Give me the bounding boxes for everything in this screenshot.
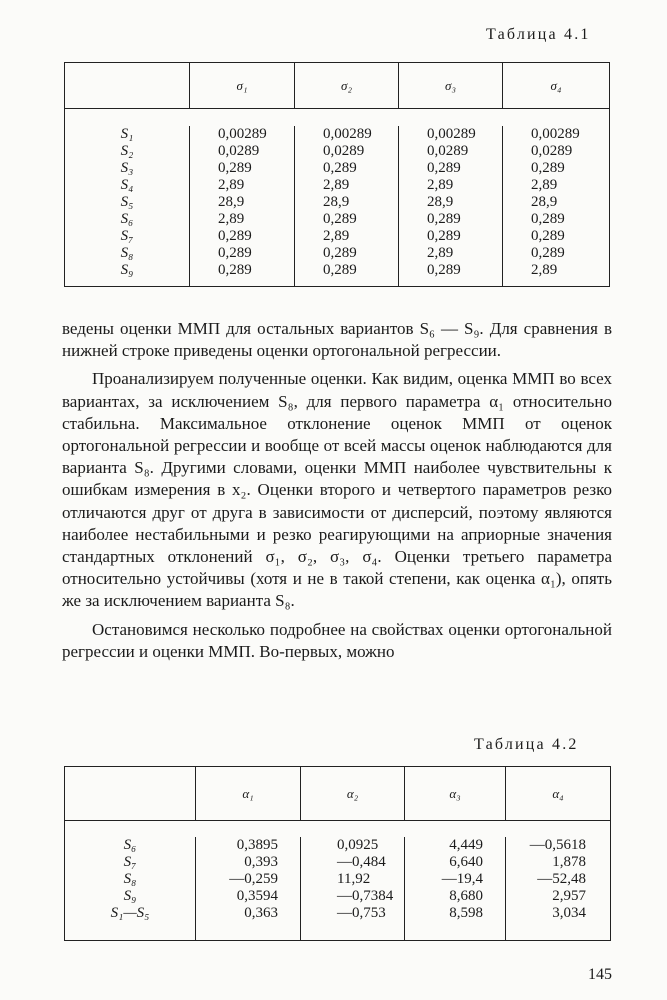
table-cell: 2,89 [295, 228, 399, 245]
table-cell: 0,289 [399, 211, 503, 228]
table-cell: 0,3594 [196, 888, 301, 905]
table-cell: 2,957 [506, 888, 611, 905]
column-header: σ₂ [295, 63, 399, 109]
row-label: S₈ [65, 871, 196, 888]
table-row [65, 871, 611, 888]
row-label: S₅ [65, 194, 190, 211]
table-cell: 0,289 [190, 228, 295, 245]
table-cell: 0,289 [503, 160, 610, 177]
table-cell: 0,393 [196, 854, 301, 871]
table-cell: 0,289 [190, 245, 295, 262]
row-label: S₂ [65, 143, 190, 160]
table-cell: 28,9 [295, 194, 399, 211]
page-number: 145 [588, 966, 612, 983]
table-cell: —0,259 [196, 871, 301, 888]
table-cell: 4,449 [405, 837, 506, 854]
table-row [65, 143, 610, 160]
column-header: α₃ [405, 767, 506, 821]
table-cell: 3,034 [506, 905, 611, 922]
table-4-1-caption: Таблица 4.1 [486, 26, 591, 43]
table-cell: 0,289 [190, 160, 295, 177]
table-cell: 0,289 [503, 228, 610, 245]
table-cell: 6,640 [405, 854, 506, 871]
table-cell: —0,753 [301, 905, 405, 922]
table-row [65, 262, 610, 279]
table-cell: 1,878 [506, 854, 611, 871]
table-4-1 [64, 62, 610, 287]
table-cell: 8,680 [405, 888, 506, 905]
table-cell: 0,00289 [399, 126, 503, 143]
table-cell: 0,289 [399, 262, 503, 279]
row-label: S₇ [65, 854, 196, 871]
table-cell: —0,5618 [506, 837, 611, 854]
table-header-corner [65, 767, 196, 821]
table-cell: 28,9 [503, 194, 610, 211]
row-label: S₉ [65, 262, 190, 279]
table-cell: 0,289 [295, 245, 399, 262]
table-cell: 0,289 [295, 160, 399, 177]
row-label: S₇ [65, 228, 190, 245]
column-header: σ₁ [190, 63, 295, 109]
table-cell: 0,289 [190, 262, 295, 279]
table-4-2 [64, 766, 611, 941]
table-row [65, 854, 611, 871]
table-cell: 0,0925 [301, 837, 405, 854]
table-cell: 0,0289 [503, 143, 610, 160]
table-cell: 0,289 [399, 228, 503, 245]
table-cell: 0,00289 [295, 126, 399, 143]
column-header: σ₄ [503, 63, 610, 109]
table-cell: —52,48 [506, 871, 611, 888]
column-header: α₄ [506, 767, 611, 821]
table-row [65, 888, 611, 905]
table-row [65, 194, 610, 211]
body-text [62, 318, 612, 663]
paragraph-continuation: ведены оценки ММП для остальных вариантов S₆ — S₉. Для сравнения в нижней строке приведены оценки ортогональной регрессии. [62, 319, 612, 361]
row-label: S₃ [65, 160, 190, 177]
table-cell: 0,363 [196, 905, 301, 922]
table-row [65, 126, 610, 143]
table-cell: 0,289 [399, 160, 503, 177]
table-cell: 0,00289 [503, 126, 610, 143]
row-label: S₄ [65, 177, 190, 194]
column-header: σ₃ [399, 63, 503, 109]
paragraph-properties: Остановимся несколько подробнее на свойствах оценки ортогональной регрессии и оценки ММП. Во-первых, можно [62, 619, 612, 661]
table-cell: 0,0289 [399, 143, 503, 160]
table-cell: 0,289 [503, 245, 610, 262]
table-row [65, 905, 611, 922]
row-label: S₉ [65, 888, 196, 905]
table-cell: —0,7384 [301, 888, 405, 905]
paragraph-analysis: Проанализируем полученные оценки. Как видим, оценка ММП во всех вариантах, за исключением S₈, для первого параметра α₁ относительно стабильна. Максимальное отклонение оценок ММП от оценок ортогональной регрессии и вообще от всей массы оценок наблюдаются для варианта S₈. Другими словами, оценки ММП наиболее чувствительны к ошибкам измерения в x₂. Оценки второго и четвертого параметров резко отличаются друг от друга в зависимости от дисперсий, поэтому являются наиболее нестабильными и резко реагирующими на априорные значения стандартных отклонений σ₁, σ₂, σ₃, σ₄. Оценки третьего параметра относительно устойчивы (хотя и не в такой степени, как оценка α₁), опять же за исключением варианта S₈. [62, 369, 612, 611]
table-cell: —19,4 [405, 871, 506, 888]
table-row [65, 245, 610, 262]
row-label: S₁ [65, 126, 190, 143]
table-row [65, 837, 611, 854]
table-row [65, 228, 610, 245]
table-header-corner [65, 63, 190, 109]
table-4-2-caption: Таблица 4.2 [474, 736, 579, 753]
row-label: S₆ [65, 837, 196, 854]
table-cell: 2,89 [503, 177, 610, 194]
table-row [65, 211, 610, 228]
table-cell: 11,92 [301, 871, 405, 888]
table-cell: 0,3895 [196, 837, 301, 854]
table-cell: 0,289 [295, 262, 399, 279]
table-cell: 2,89 [503, 262, 610, 279]
table-cell: 2,89 [295, 177, 399, 194]
table-cell: 0,0289 [190, 143, 295, 160]
row-label: S₈ [65, 245, 190, 262]
table-cell: 0,00289 [190, 126, 295, 143]
table-row [65, 177, 610, 194]
table-cell: 2,89 [399, 177, 503, 194]
row-label: S₁—S₅ [65, 905, 196, 922]
table-cell: 2,89 [399, 245, 503, 262]
table-cell: 0,289 [295, 211, 399, 228]
column-header: α₂ [301, 767, 405, 821]
table-cell: 28,9 [399, 194, 503, 211]
row-label: S₆ [65, 211, 190, 228]
table-cell: 0,289 [503, 211, 610, 228]
table-cell: 0,0289 [295, 143, 399, 160]
table-cell: —0,484 [301, 854, 405, 871]
column-header: α₁ [196, 767, 301, 821]
table-row [65, 160, 610, 177]
table-cell: 2,89 [190, 211, 295, 228]
table-cell: 2,89 [190, 177, 295, 194]
table-cell: 8,598 [405, 905, 506, 922]
table-cell: 28,9 [190, 194, 295, 211]
